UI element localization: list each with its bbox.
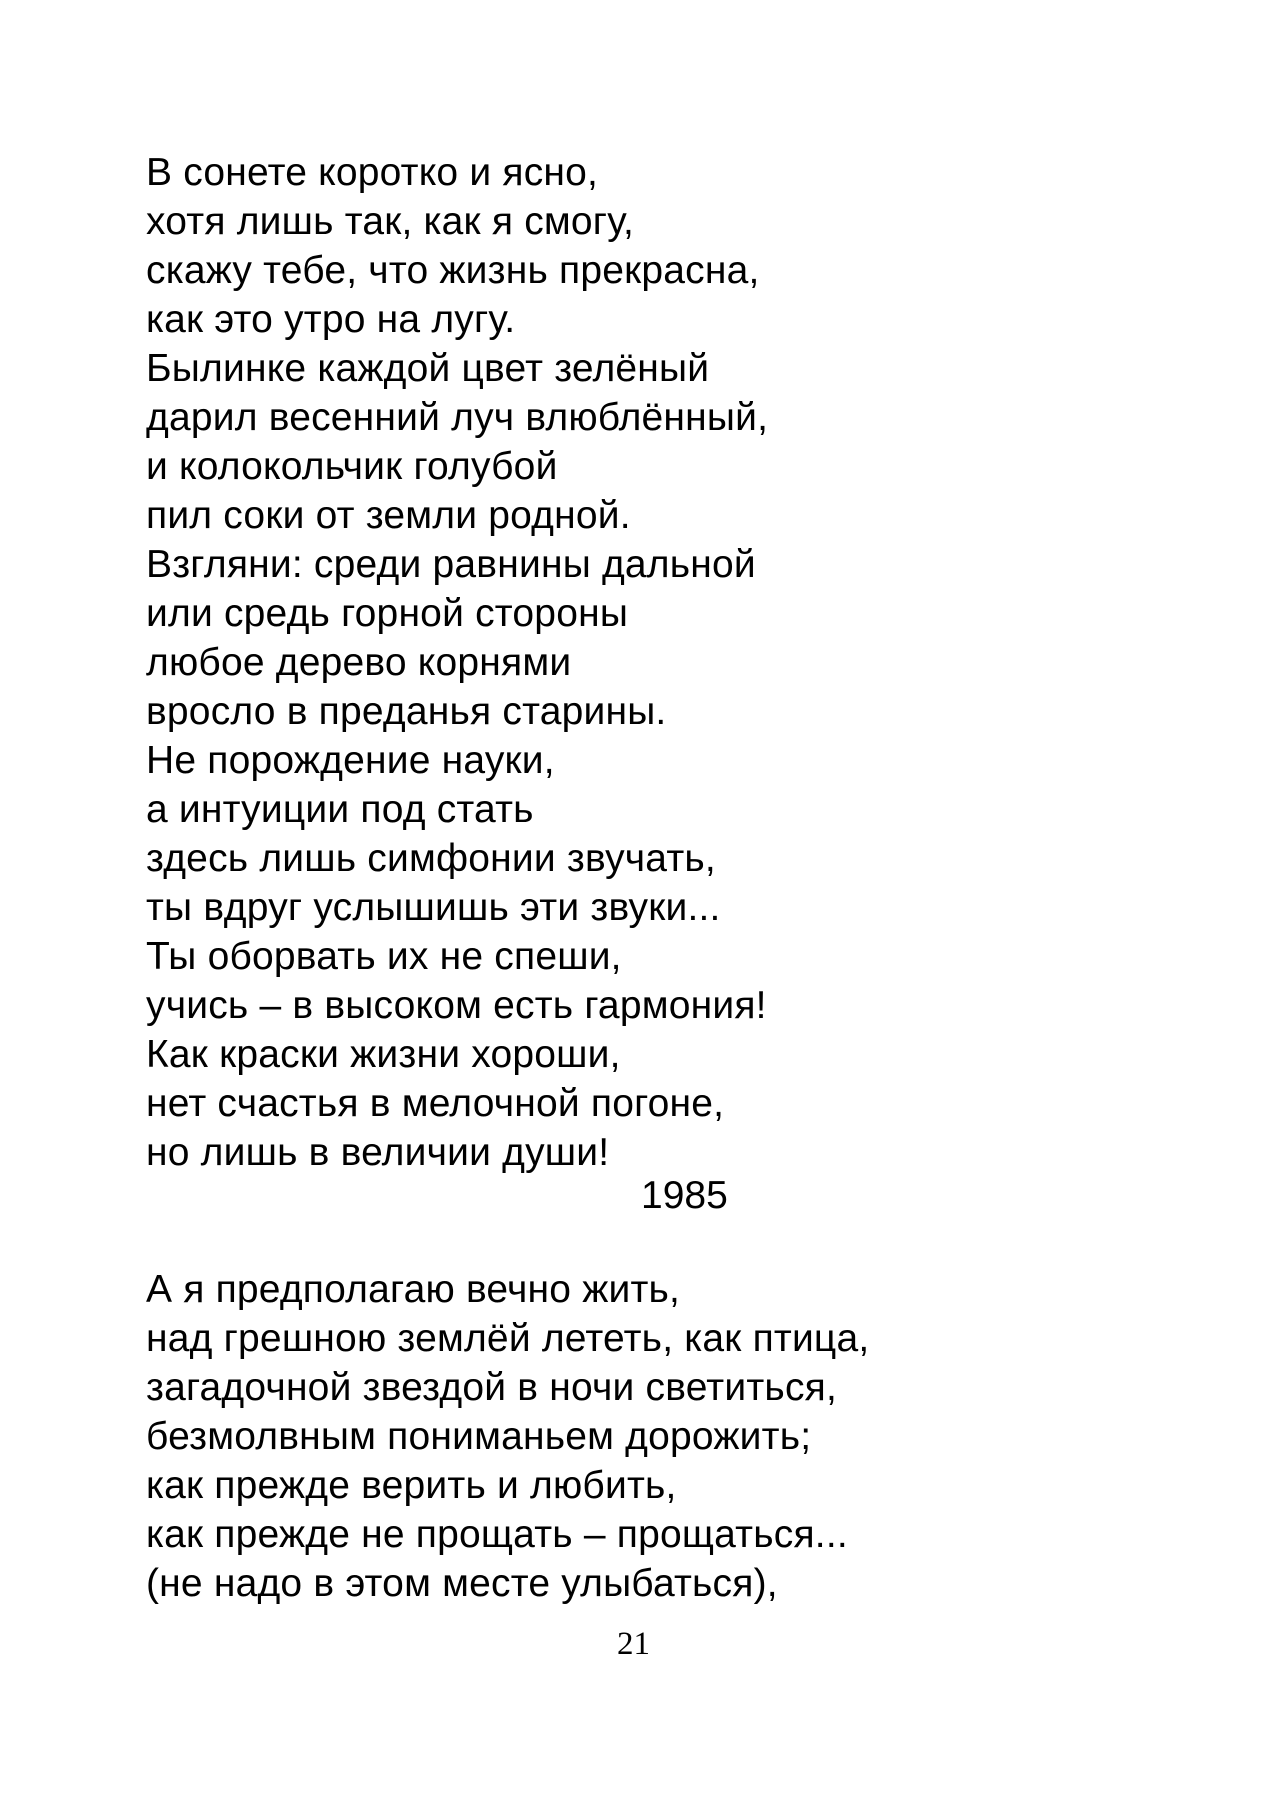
poem-line: загадочной звездой в ночи светиться, — [146, 1366, 837, 1409]
poem-line: но лишь в величии души! — [146, 1131, 610, 1174]
poem-line: Не порождение науки, — [146, 739, 555, 782]
poem-line: вросло в преданья старины. — [146, 690, 667, 733]
poem-line: любое дерево корнями — [146, 641, 572, 684]
poem-line: В сонете коротко и ясно, — [146, 151, 599, 194]
poem-line: как это утро на лугу. — [146, 298, 516, 341]
poem-eternal-life — [146, 1265, 1146, 1608]
poem-line: а интуиции под стать — [146, 788, 534, 831]
poem-line: ты вдруг услышишь эти звуки... — [146, 886, 721, 929]
poem-year: 1985 — [641, 1174, 728, 1217]
poem-line: Ты оборвать их не спеши, — [146, 935, 622, 978]
poem-line: или средь горной стороны — [146, 592, 629, 635]
poem-line: здесь лишь симфонии звучать, — [146, 837, 716, 880]
poem-line: как прежде верить и любить, — [146, 1464, 677, 1507]
poem-line: нет счастья в мелочной погоне, — [146, 1082, 725, 1125]
poem-line: Былинке каждой цвет зелёный — [146, 347, 710, 390]
poem-line: над грешною землёй лететь, как птица, — [146, 1317, 870, 1360]
poem-line: (не надо в этом месте улыбаться), — [146, 1562, 778, 1605]
poem-line: А я предполагаю вечно жить, — [146, 1268, 681, 1311]
poem-sonnet — [146, 148, 1146, 1177]
page-number: 21 — [617, 1626, 650, 1662]
poem-line: Как краски жизни хороши, — [146, 1033, 621, 1076]
poem-line: и колокольчик голубой — [146, 445, 558, 488]
poem-line: учись – в высоком есть гармония! — [146, 984, 767, 1027]
poem-line: дарил весенний луч влюблённый, — [146, 396, 769, 439]
poem-line: безмолвным пониманьем дорожить; — [146, 1415, 812, 1458]
poem-line: скажу тебе, что жизнь прекрасна, — [146, 249, 760, 292]
poem-line: хотя лишь так, как я смогу, — [146, 200, 635, 243]
poem-line: как прежде не прощать – прощаться... — [146, 1513, 848, 1556]
poem-line: пил соки от земли родной. — [146, 494, 631, 537]
poem-line: Взгляни: среди равнины дальной — [146, 543, 756, 586]
